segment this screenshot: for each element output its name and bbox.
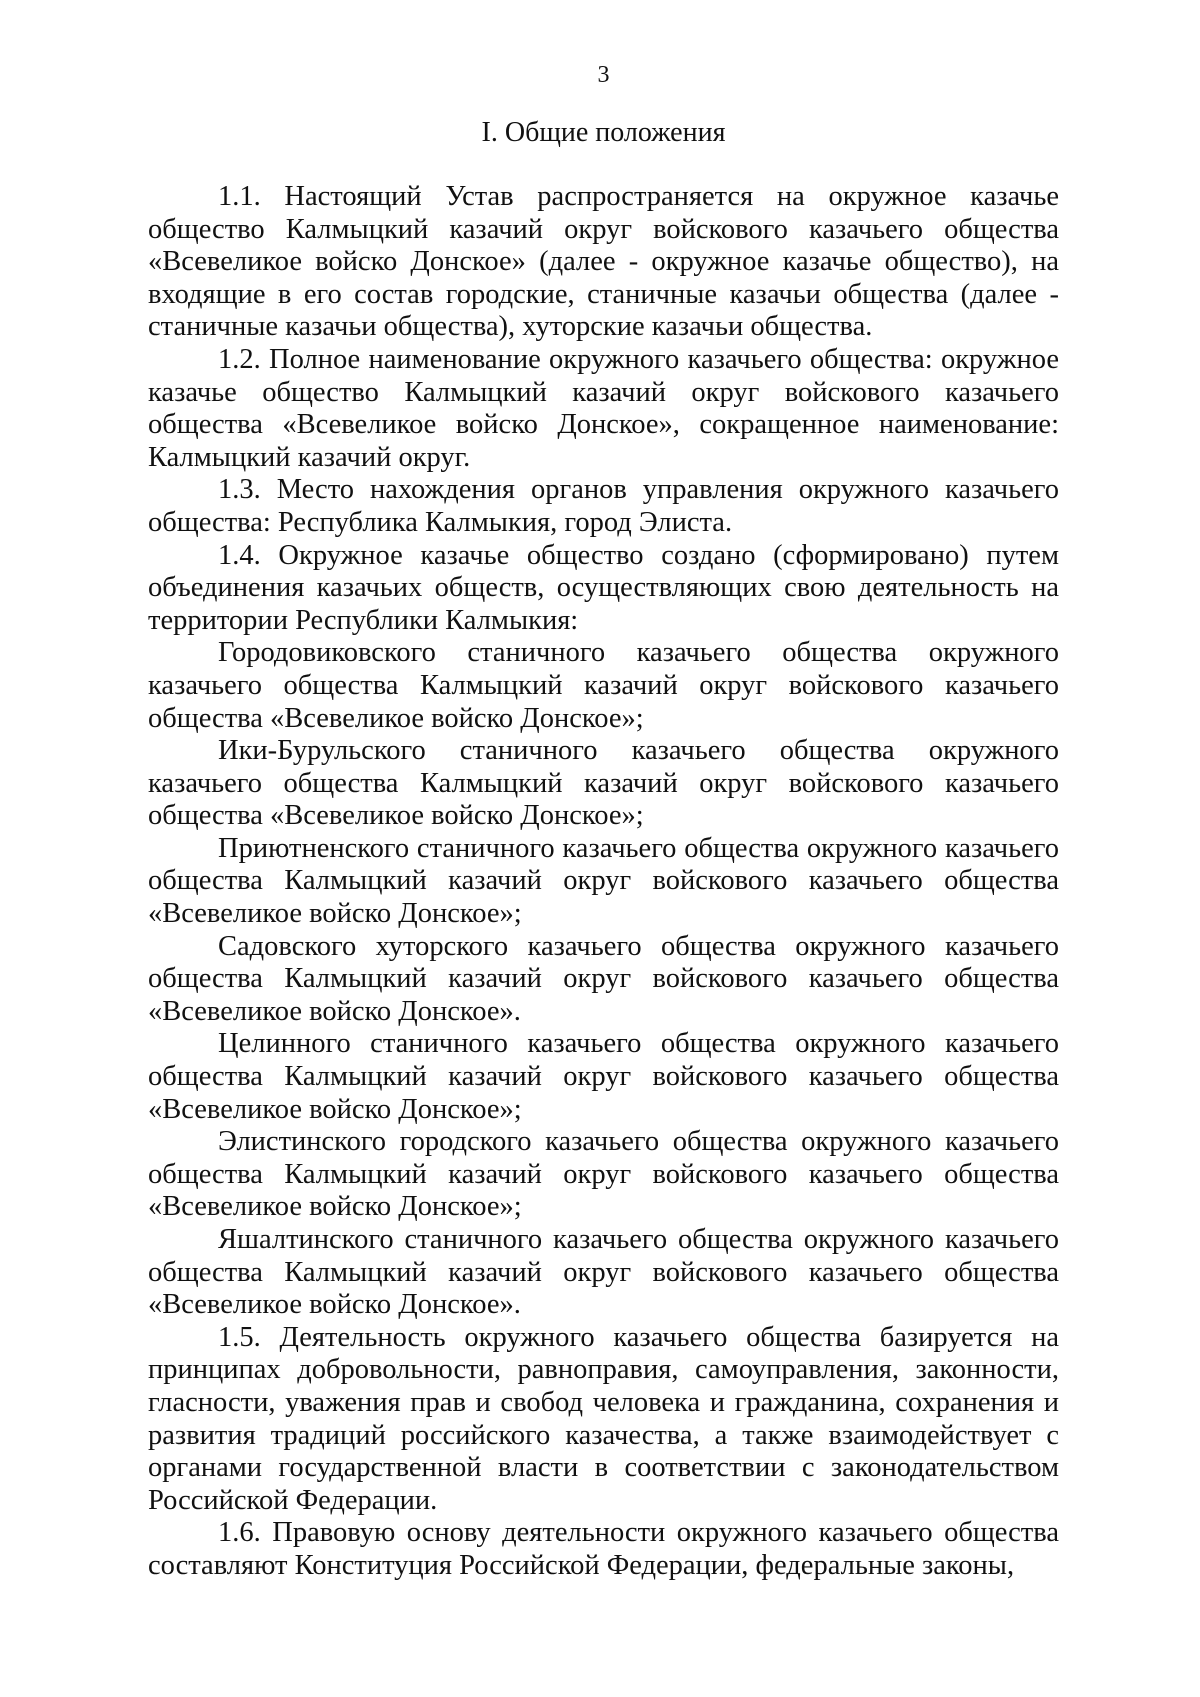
paragraph: Ики-Бурульского станичного казачьего общества окружного казачьего общества Калмыцкий казачий округ войскового казачьего общества «Всевеликое войско Донское»; <box>148 735 1059 832</box>
paragraph: 1.4. Окружное казачье общество создано (сформировано) путем объединения казачьих обществ, осуществляющих свою деятельность на территории Республики Калмыкия: <box>148 539 1059 636</box>
paragraph: 1.6. Правовую основу деятельности окружного казачьего общества составляют Конституция Российской Федерации, федеральные законы, <box>148 1517 1059 1581</box>
paragraph: Целинного станичного казачьего общества окружного казачьего общества Калмыцкий казачий округ войскового казачьего общества «Всевеликое войско Донское»; <box>148 1028 1059 1125</box>
document-body <box>148 181 1059 1583</box>
section-title: I. Общие положения <box>481 117 726 148</box>
paragraph: 1.2. Полное наименование окружного казачьего общества: окружное казачье общество Калмыцкий казачий округ войскового казачьего общества «Всевеликое войско Донское», сокращенное наименование: Калмыцкий казачий округ. <box>148 343 1059 473</box>
page-number: 3 <box>597 62 610 88</box>
paragraph: 1.5. Деятельность окружного казачьего общества базируется на принципах добровольности, равноправия, самоуправления, законности, гласности, уважения прав и свобод человека и гражданина, сохранения и развития традиций российского казачества, а также взаимодействует с органами государственной власти в соответствии с законодательством Российской Федерации. <box>148 1321 1059 1516</box>
paragraph: Городовиковского станичного казачьего общества окружного казачьего общества Калмыцкий казачий округ войскового казачьего общества «Всевеликое войско Донское»; <box>148 637 1059 734</box>
paragraph: Элистинского городского казачьего общества окружного казачьего общества Калмыцкий казачий округ войскового казачьего общества «Всевеликое войско Донское»; <box>148 1126 1059 1223</box>
paragraph: 1.1. Настоящий Устав распространяется на окружное казачье общество Калмыцкий казачий округ войскового казачьего общества «Всевеликое войско Донское» (далее - окружное казачье общество), на входящие в его состав городские, станичные казачьи общества (далее - станичные казачьи общества), хуторские казачьи общества. <box>148 181 1059 343</box>
paragraph: 1.3. Место нахождения органов управления окружного казачьего общества: Республика Калмыкия, город Элиста. <box>148 474 1059 538</box>
paragraph: Садовского хуторского казачьего общества окружного казачьего общества Калмыцкий казачий округ войскового казачьего общества «Всевеликое войско Донское». <box>148 930 1059 1027</box>
paragraph: Яшалтинского станичного казачьего общества окружного казачьего общества Калмыцкий казачий округ войскового казачьего общества «Всевеликое войско Донское». <box>148 1224 1059 1321</box>
paragraph: Приютненского станичного казачьего общества окружного казачьего общества Калмыцкий казачий округ войскового казачьего общества «Всевеликое войско Донское»; <box>148 832 1059 930</box>
